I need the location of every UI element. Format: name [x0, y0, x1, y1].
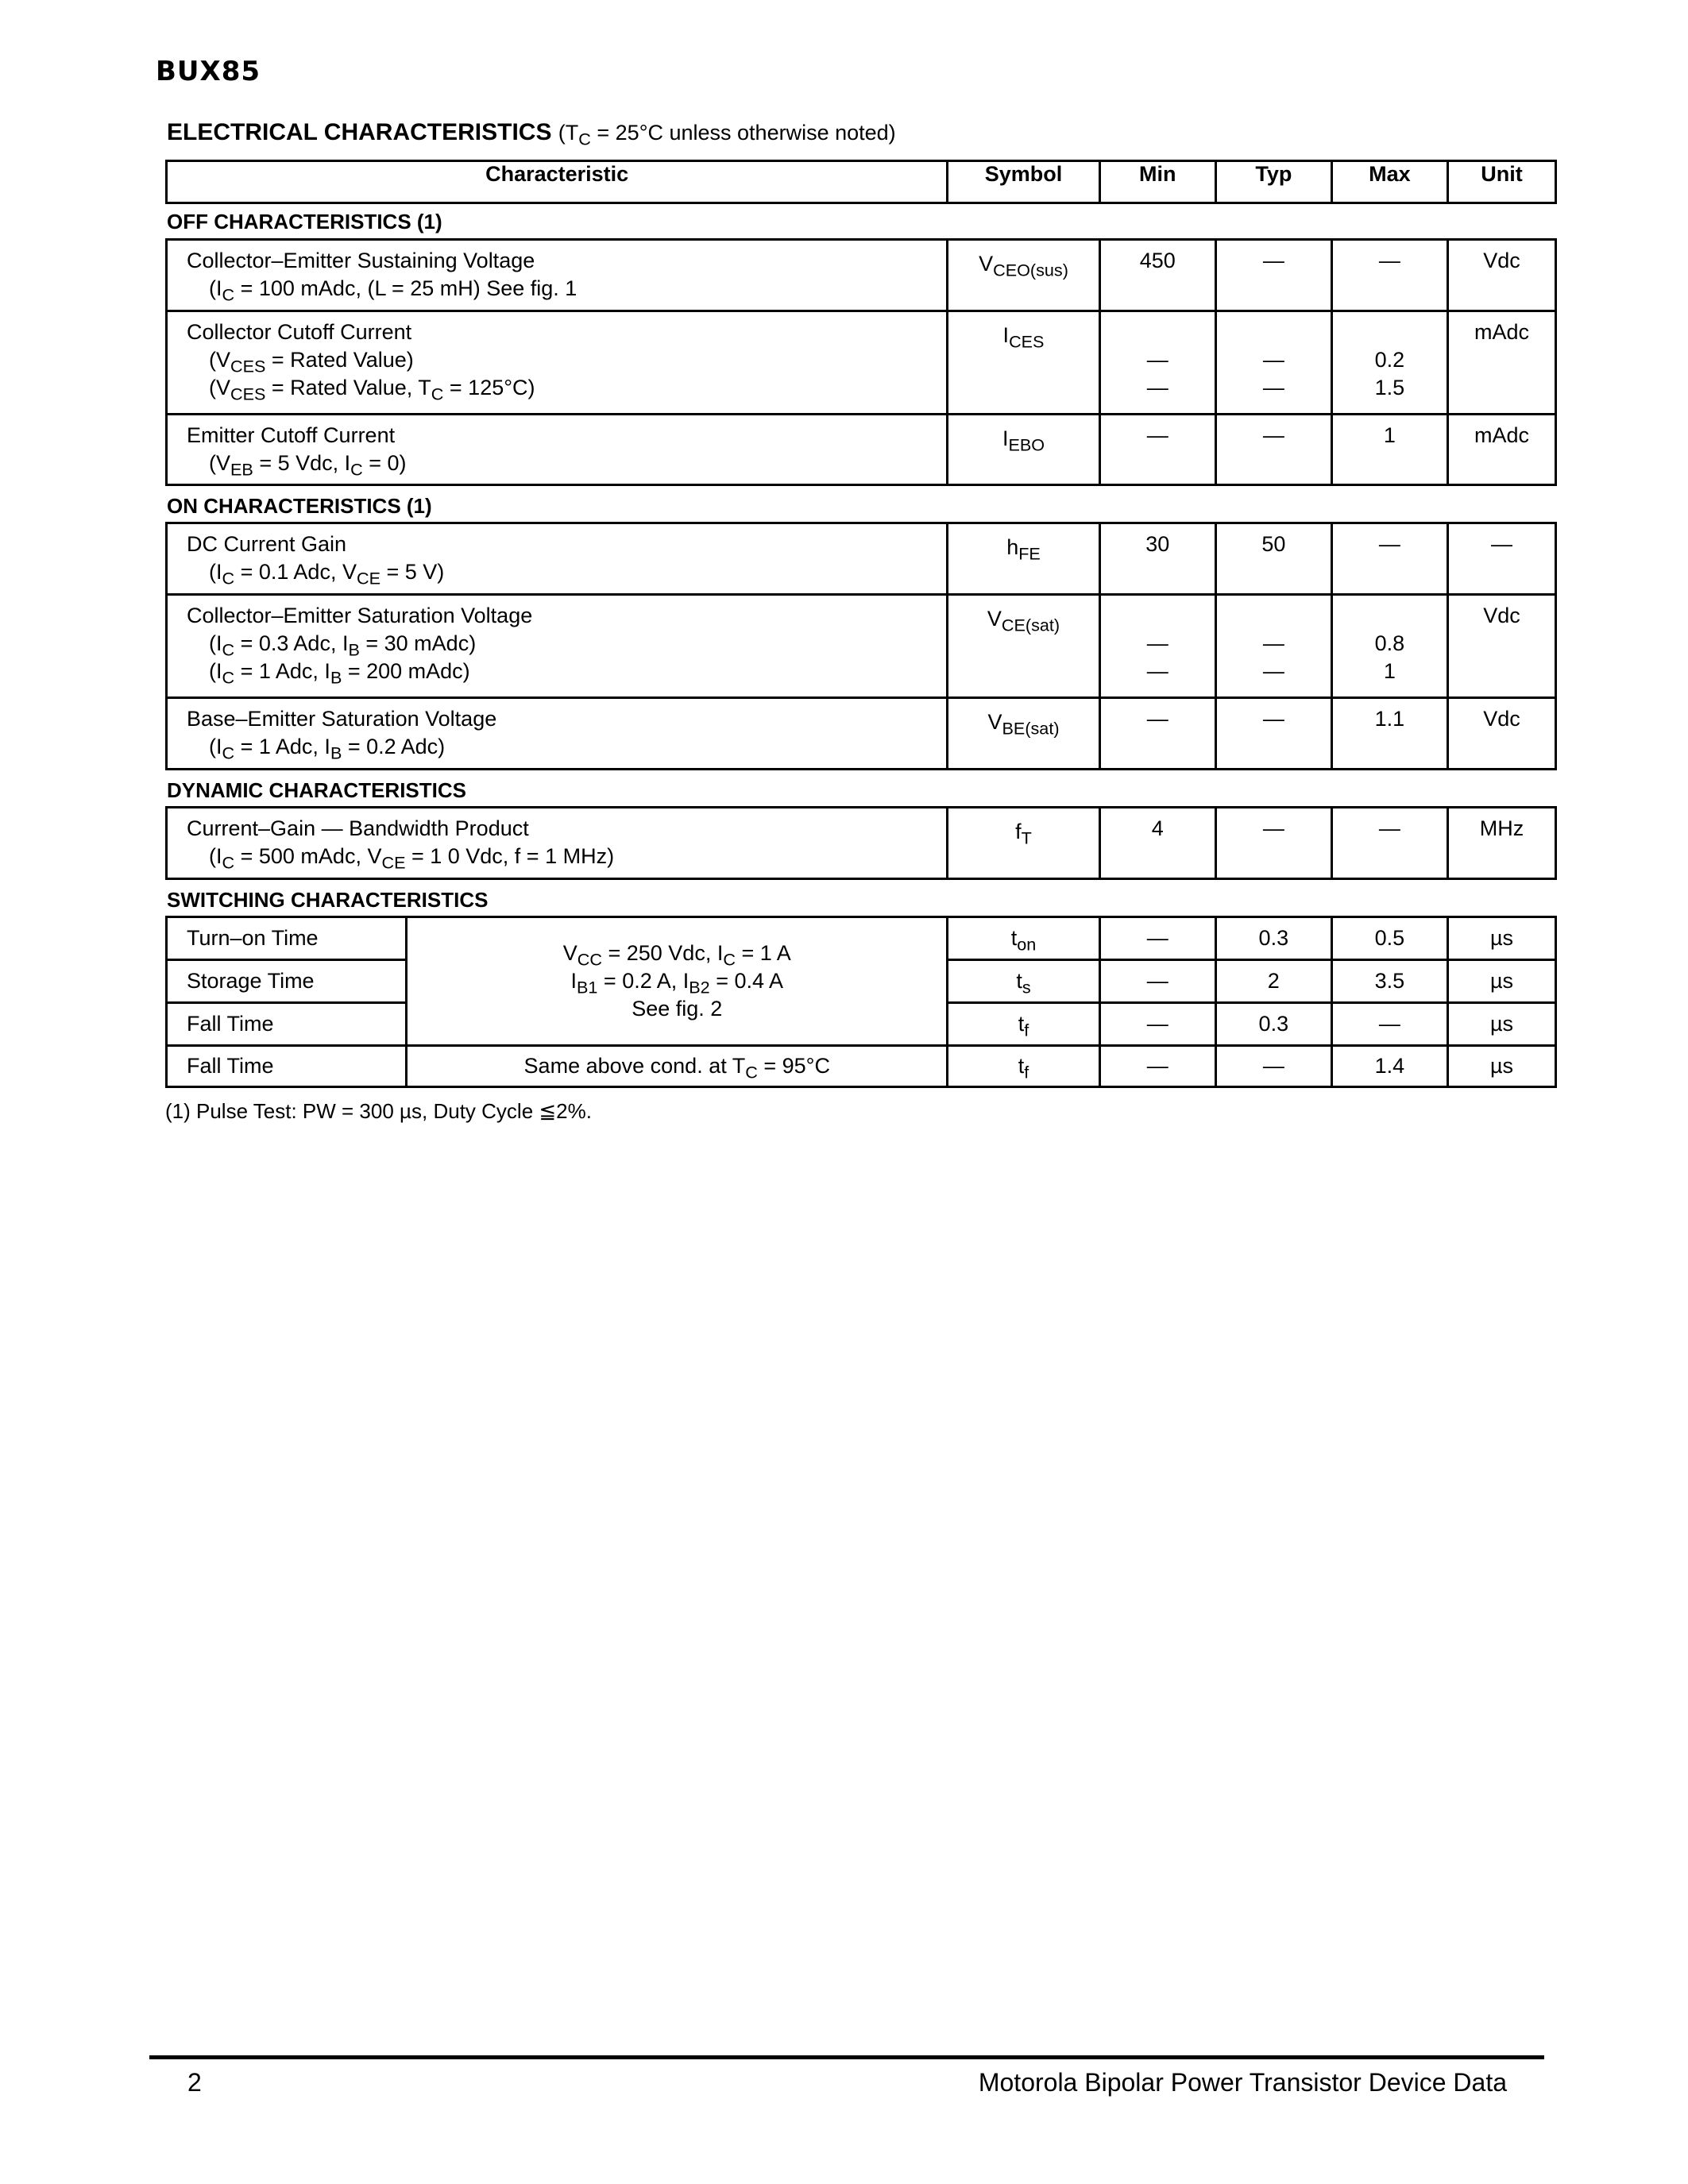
off-characteristics-table	[165, 238, 1557, 486]
max-cell: —	[1331, 523, 1447, 595]
table-row	[167, 1046, 1556, 1087]
max-cell: 1	[1331, 415, 1447, 485]
char-cell: Current–Gain — Bandwidth Product ($I_C = 500$ mAdc, $V_{CE} = 1$ 0 Vdc, f = 1 MHz)	[167, 808, 948, 879]
min-cell: —	[1099, 1003, 1215, 1046]
max-cell: —	[1331, 1003, 1447, 1046]
unit-cell: µs	[1447, 1003, 1555, 1046]
min-cell: 4	[1099, 808, 1215, 879]
symbol-cell: $I_{EBO}$	[948, 415, 1099, 485]
col-max: Max	[1331, 161, 1447, 203]
col-characteristic: Characteristic	[167, 161, 948, 203]
symbol-cell: $V_{CEO(sus)}$	[948, 240, 1099, 311]
symbol-cell: $h_{FE}$	[948, 523, 1099, 595]
max-cell: 0.2 1.5	[1331, 311, 1447, 415]
section-title-on: ON CHARACTERISTICS (1)	[167, 494, 432, 518]
symbol-cell: $f_T$	[948, 808, 1099, 879]
table-row	[167, 415, 1556, 485]
char-cell: Emitter Cutoff Current ($V_{EB} = 5$ Vdc, $I_C = 0$)	[167, 415, 948, 485]
min-cell: —	[1099, 698, 1215, 770]
section-title-off: OFF CHARACTERISTICS (1)	[167, 210, 442, 233]
min-cell: 450	[1099, 240, 1215, 311]
table-row	[167, 698, 1556, 770]
page-number: 2	[187, 2068, 202, 2097]
min-cell: —	[1099, 1046, 1215, 1087]
unit-cell: µs	[1447, 1046, 1555, 1087]
section-title-dynamic: DYNAMIC CHARACTERISTICS	[167, 778, 466, 802]
table-heading	[167, 119, 896, 149]
typ-cell: 2	[1215, 960, 1331, 1003]
table-row	[167, 240, 1556, 311]
test-conditions-cell: $V_{CC} = 250$ Vdc, $I_C = 1$ A $I_{B1} = 0.2$ A, $I_{B2} = 0.4$ A See fig. 2	[407, 917, 948, 1046]
char-cell: Collector Cutoff Current ($V_{CES}$ = Rated Value) ($V_{CES}$ = Rated Value, $T_C = 125^\circ C$)	[167, 311, 948, 415]
symbol-cell: $V_{BE(sat)}$	[948, 698, 1099, 770]
unit-cell: µs	[1447, 917, 1555, 960]
book-title: Motorola Bipolar Power Transistor Device Data	[978, 2068, 1507, 2097]
unit-cell: —	[1447, 523, 1555, 595]
symbol-cell: $t_s$	[948, 960, 1099, 1003]
min-cell: —	[1099, 960, 1215, 1003]
col-unit: Unit	[1447, 161, 1555, 203]
on-characteristics-table	[165, 522, 1557, 770]
footer-rule	[149, 2055, 1544, 2059]
unit-cell: mAdc	[1447, 311, 1555, 415]
typ-cell: 50	[1215, 523, 1331, 595]
unit-cell: Vdc	[1447, 698, 1555, 770]
dynamic-characteristics-table	[165, 806, 1557, 880]
typ-cell: 0.3	[1215, 917, 1331, 960]
table-row	[167, 523, 1556, 595]
col-symbol: Symbol	[948, 161, 1099, 203]
symbol-cell: $t_{on}$	[948, 917, 1099, 960]
max-cell: —	[1331, 808, 1447, 879]
unit-cell: Vdc	[1447, 595, 1555, 698]
char-cell: Fall Time	[167, 1003, 407, 1046]
typ-cell: — —	[1215, 595, 1331, 698]
unit-cell: mAdc	[1447, 415, 1555, 485]
table-row	[167, 311, 1556, 415]
heading-title: ELECTRICAL CHARACTERISTICS	[167, 119, 552, 145]
typ-cell: —	[1215, 1046, 1331, 1087]
symbol-cell: $V_{CE(sat)}$	[948, 595, 1099, 698]
typ-cell: —	[1215, 240, 1331, 311]
symbol-cell: $t_f$	[948, 1003, 1099, 1046]
max-cell: 1.4	[1331, 1046, 1447, 1087]
table-row	[167, 595, 1556, 698]
char-cell: Storage Time	[167, 960, 407, 1003]
char-cell: Collector–Emitter Sustaining Voltage ($I_C = 100$ mAdc, (L = 25 mH) See fig. 1	[167, 240, 948, 311]
part-number: BUX85	[156, 56, 261, 87]
footnote: (1) Pulse Test: PW = 300 µs, Duty Cycle ≦2%.	[165, 1099, 592, 1123]
char-cell: DC Current Gain ($I_C = 0.1$ Adc, $V_{CE} = 5$ V)	[167, 523, 948, 595]
col-min: Min	[1099, 161, 1215, 203]
char-cell: Fall Time	[167, 1046, 407, 1087]
max-cell: 0.5	[1331, 917, 1447, 960]
column-header	[165, 160, 1557, 204]
min-cell: — —	[1099, 311, 1215, 415]
typ-cell: —	[1215, 808, 1331, 879]
max-cell: 3.5	[1331, 960, 1447, 1003]
test-conditions-cell: Same above cond. at $T_C = 95^\circ C$	[407, 1046, 948, 1087]
heading-conditions: ($T_C = 25^\circ C$ unless otherwise noted)	[558, 121, 896, 149]
typ-cell: — —	[1215, 311, 1331, 415]
unit-cell: MHz	[1447, 808, 1555, 879]
table-row	[167, 917, 1556, 960]
min-cell: — —	[1099, 595, 1215, 698]
min-cell: —	[1099, 917, 1215, 960]
typ-cell: 0.3	[1215, 1003, 1331, 1046]
symbol-cell: $I_{CES}$	[948, 311, 1099, 415]
max-cell: —	[1331, 240, 1447, 311]
section-title-switching: SWITCHING CHARACTERISTICS	[167, 888, 489, 912]
unit-cell: µs	[1447, 960, 1555, 1003]
max-cell: 0.8 1	[1331, 595, 1447, 698]
switching-characteristics-table	[165, 916, 1557, 1088]
min-cell: —	[1099, 415, 1215, 485]
typ-cell: —	[1215, 698, 1331, 770]
char-cell: Collector–Emitter Saturation Voltage ($I_C = 0.3$ Adc, $I_B = 30$ mAdc) ($I_C = 1$ Adc, $I_B = 200$ mAdc)	[167, 595, 948, 698]
unit-cell: Vdc	[1447, 240, 1555, 311]
char-cell: Base–Emitter Saturation Voltage ($I_C = 1$ Adc, $I_B = 0.2$ Adc)	[167, 698, 948, 770]
col-typ: Typ	[1215, 161, 1331, 203]
min-cell: 30	[1099, 523, 1215, 595]
typ-cell: —	[1215, 415, 1331, 485]
char-cell: Turn–on Time	[167, 917, 407, 960]
max-cell: 1.1	[1331, 698, 1447, 770]
table-row	[167, 808, 1556, 879]
symbol-cell: $t_f$	[948, 1046, 1099, 1087]
